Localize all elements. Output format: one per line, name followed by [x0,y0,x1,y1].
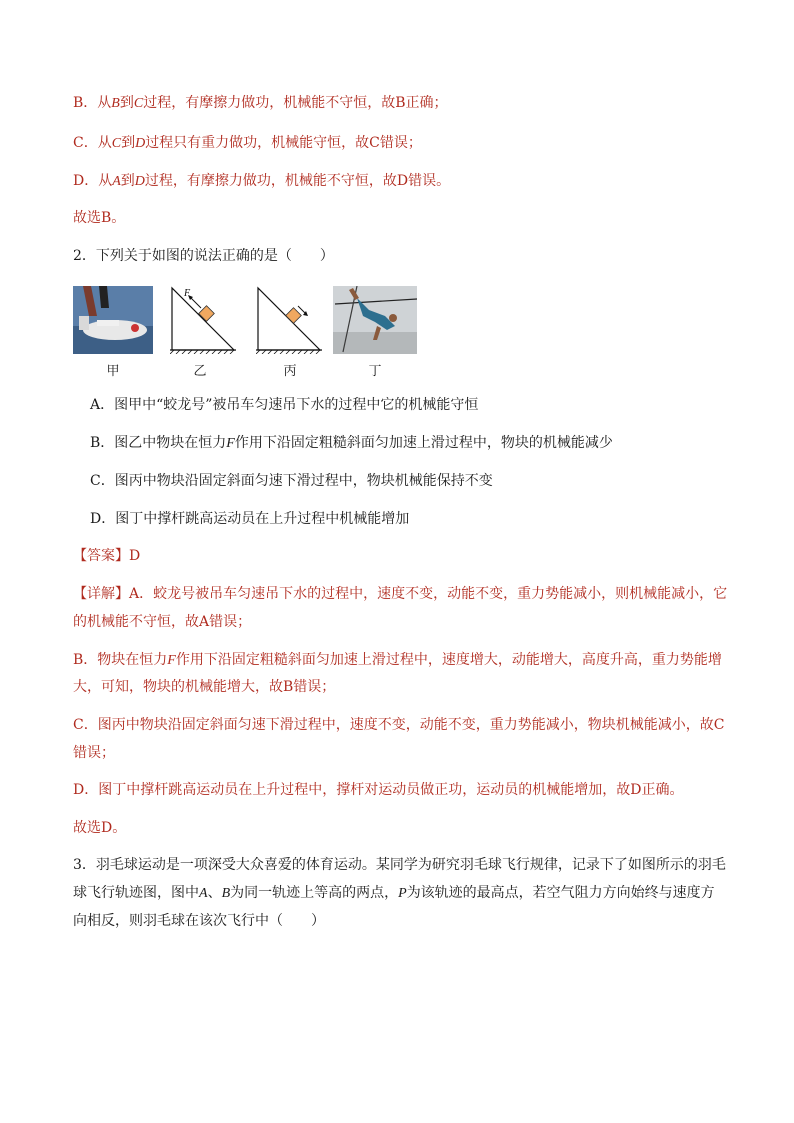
force-label: F [184,288,191,299]
analysis-line-b: B．从B到C过程，有摩擦力做功，机械能不守恒，故B正确； [73,95,448,111]
analysis-line-c: C．从C到D过程只有重力做功，机械能守恒，故C错误； [73,135,422,151]
question-3-line2: 球飞行轨迹图，图中A、B为同一轨迹上等高的两点，P为该轨迹的最高点，若空气阻力方向始终与速度方 [73,885,715,901]
question-3-line3: 向相反，则羽毛球在该次飞行中（ ） [73,913,325,929]
option-a: A．图甲中“蛟龙号”被吊车匀速吊下水的过程中它的机械能守恒 [90,397,479,413]
analysis-line-d: D．从A到D过程，有摩擦力做功，机械能不守恒，故D错误。 [73,173,451,189]
answer-tag: 【答案】 [73,548,129,564]
figure-label-jia: 甲 [106,364,120,379]
option-d: D．图丁中撑杆跳高运动员在上升过程中机械能增加 [90,511,410,527]
figure-jia-photo [73,286,153,354]
detail-c-line2: 错误； [73,745,115,761]
figure-label-ding: 丁 [368,364,382,379]
detail-d: D．图丁中撑杆跳高运动员在上升过程中，撑杆对运动员做正功，运动员的机械能增加，故D正确。 [73,782,684,798]
analysis-conclusion: 故选B。 [73,210,126,226]
option-b: B．图乙中物块在恒力F作用下沿固定粗糙斜面匀加速上滑过程中，物块的机械能减少 [90,435,613,451]
figure-ding-photo [333,286,417,354]
answer-line [73,546,140,566]
question-3-line1: 3．羽毛球运动是一项深受大众喜爱的体育运动。某同学为研究羽毛球飞行规律，记录下了如图所示的羽毛 [73,857,726,873]
question-2-stem: 2．下列关于如图的说法正确的是（ ） [73,248,334,264]
detail-b-line1: B．物块在恒力F作用下沿固定粗糙斜面匀加速上滑过程中，速度增大，动能增大，高度升高，重力势能增 [73,652,722,668]
figure-yi-incline [170,286,238,354]
option-c: C．图丙中物块沿固定斜面匀速下滑过程中，物块机械能保持不变 [90,473,493,489]
detail-b-line2: 大，可知，物块的机械能增大，故B错误； [73,679,336,695]
detail-c-line1: C．图丙中物块沿固定斜面匀速下滑过程中，速度不变，动能不变，重力势能减小，物块机械能减小，故C [73,717,725,733]
q2-conclusion: 故选D。 [73,820,127,836]
answer-value: D [129,548,141,564]
detail-a-line2: 的机械能不守恒，故A错误； [73,614,252,630]
detail-a-line1: 【详解】A．蛟龙号被吊车匀速吊下水的过程中，速度不变，动能不变，重力势能减小，则机械能减小，它 [73,586,728,602]
figure-label-bing: 丙 [283,364,297,379]
figure-bing-incline [256,286,324,354]
figure-label-yi: 乙 [193,364,207,379]
